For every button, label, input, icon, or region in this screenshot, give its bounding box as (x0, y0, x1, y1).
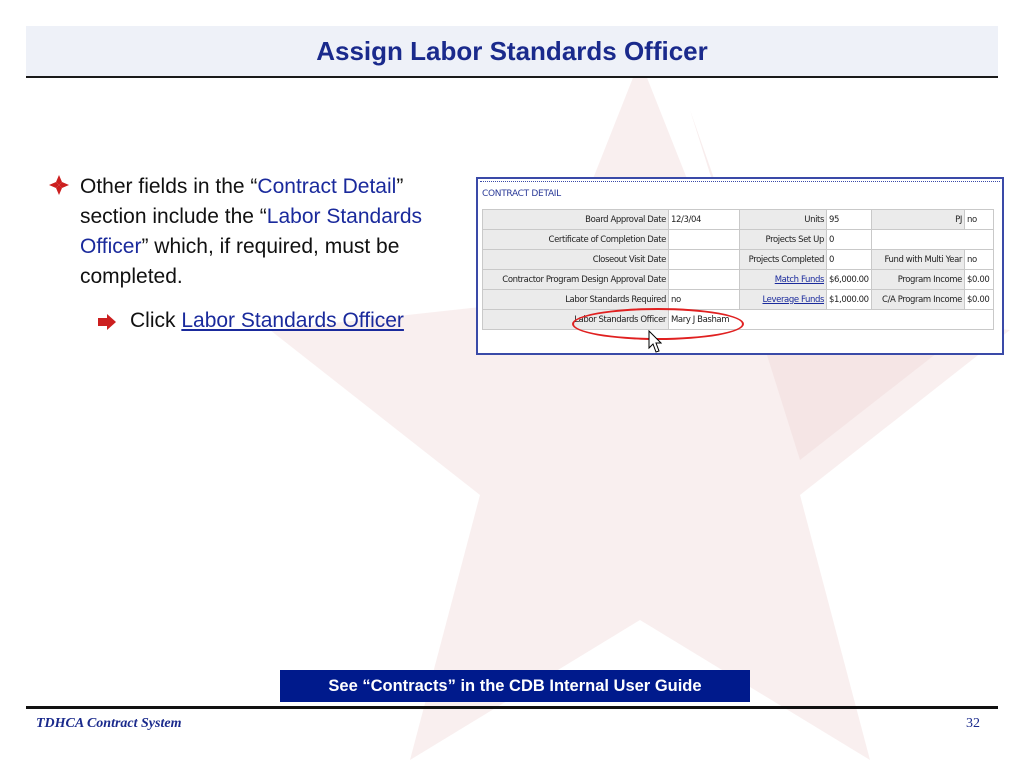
table-row (483, 270, 994, 290)
table-label-cell: Certificate of Completion Date (483, 230, 669, 250)
table-row (483, 210, 994, 230)
contract-detail-panel (476, 177, 1004, 355)
table-empty-cell (872, 230, 994, 250)
table-value-cell: 0 (827, 250, 872, 270)
page-number: 32 (966, 716, 980, 731)
labor-standards-officer-link[interactable]: Labor Standards Officer (181, 309, 404, 332)
contract-detail-header: CONTRACT DETAIL (482, 189, 561, 199)
bullet-highlight-labor-standards-officer: Labor Standards Officer (80, 205, 423, 258)
labor-standards-officer-value: Mary J Basham (669, 310, 994, 330)
table-label-cell: Fund with Multi Year (872, 250, 965, 270)
contract-detail-table (482, 209, 994, 330)
table-value-cell (669, 250, 740, 270)
bullet-text-2: ” section include the “ (80, 175, 404, 228)
table-value-cell: 0 (827, 230, 872, 250)
table-value-cell: no (669, 290, 740, 310)
labor-standards-officer-label[interactable]: Labor Standards Officer (483, 310, 669, 330)
table-value-cell (669, 230, 740, 250)
bullet-text-1: Other fields in the “ (80, 175, 258, 198)
table-row (483, 250, 994, 270)
table-value-cell: no (965, 250, 994, 270)
table-label-cell: Program Income (872, 270, 965, 290)
bullet-highlight-contract-detail: Contract Detail (257, 175, 397, 198)
table-label-cell: PJ (872, 210, 965, 230)
table-label-cell: Closeout Visit Date (483, 250, 669, 270)
footer-divider (26, 706, 998, 709)
match-funds-link[interactable]: Match Funds (774, 274, 824, 285)
sub-bullet-prefix: Click (130, 309, 182, 332)
bullet-text-3: ” which, if required, must be completed. (80, 235, 400, 288)
table-label-cell: Labor Standards Required (483, 290, 669, 310)
table-label-cell: Board Approval Date (483, 210, 669, 230)
leverage-funds-link[interactable]: Leverage Funds (762, 294, 824, 305)
slide-title: Assign Labor Standards Officer (316, 35, 708, 66)
table-value-cell (669, 270, 740, 290)
slide-title-bar (26, 26, 998, 78)
match-funds-cell (740, 270, 827, 290)
table-value-cell: 12/3/04 (669, 210, 740, 230)
table-value-cell: no (965, 210, 994, 230)
table-label-cell: C/A Program Income (872, 290, 965, 310)
bullet-sub (46, 306, 466, 336)
table-value-cell: $6,000.00 (827, 270, 872, 290)
table-row (483, 290, 994, 310)
bullet-list (46, 172, 466, 336)
bullet-main (46, 172, 466, 292)
table-value-cell: $1,000.00 (827, 290, 872, 310)
arrow-bullet-icon (98, 314, 116, 330)
table-row (483, 230, 994, 250)
table-label-cell: Contractor Program Design Approval Date (483, 270, 669, 290)
panel-dotted-border (480, 181, 1000, 182)
table-label-cell: Units (740, 210, 827, 230)
table-row (483, 310, 994, 330)
user-guide-reference-box: See “Contracts” in the CDB Internal User Guide (280, 670, 750, 702)
table-label-cell: Projects Completed (740, 250, 827, 270)
table-value-cell: $0.00 (965, 270, 994, 290)
mouse-pointer-icon (648, 330, 662, 354)
table-value-cell: $0.00 (965, 290, 994, 310)
footer-system-name: TDHCA Contract System (36, 716, 182, 731)
table-label-cell: Projects Set Up (740, 230, 827, 250)
diamond-bullet-icon (48, 174, 70, 196)
leverage-funds-cell (740, 290, 827, 310)
table-value-cell: 95 (827, 210, 872, 230)
